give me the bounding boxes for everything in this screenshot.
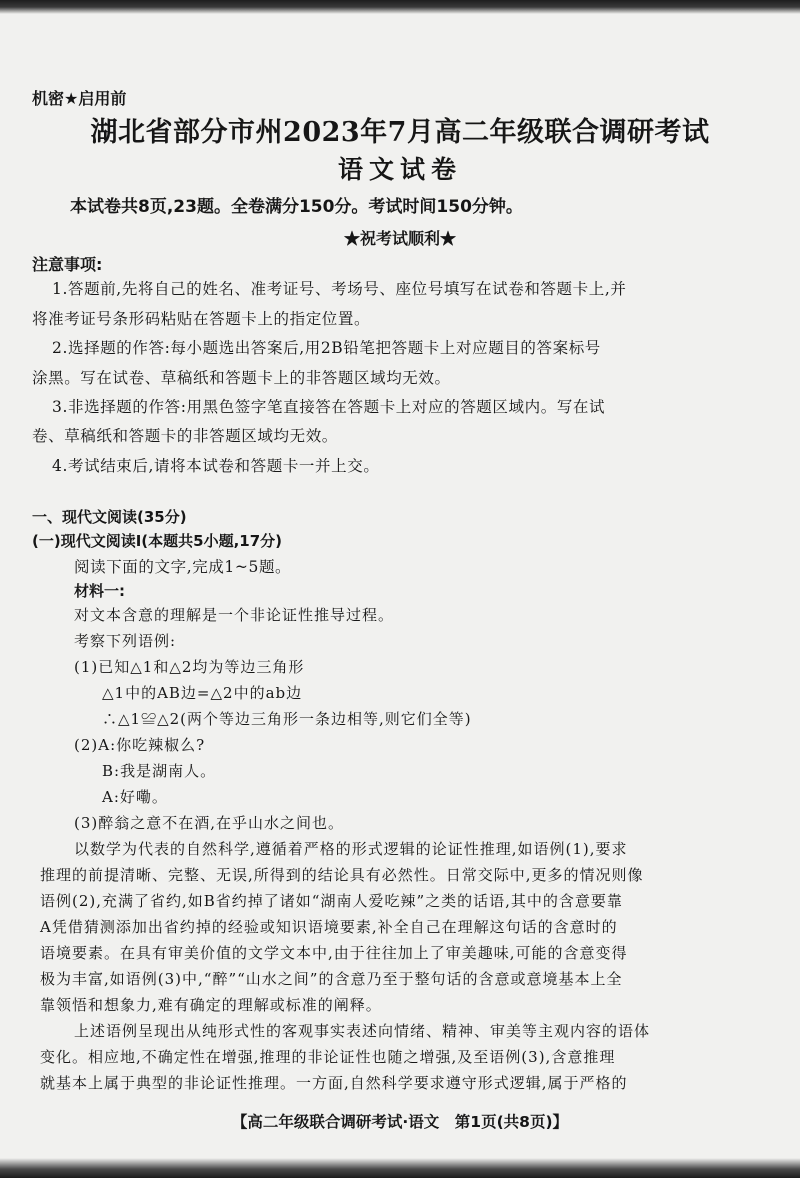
material-line: (1)已知△1和△2均为等边三角形 — [74, 658, 305, 676]
secret-mark: 机密★启用前 — [32, 89, 127, 108]
material-line: 考察下列语例: — [74, 632, 177, 650]
material-line: ∴△1≌△2(两个等边三角形一条边相等,则它们全等) — [102, 710, 472, 728]
exam-info: 本试卷共8页,23题。全卷满分150分。考试时间150分钟。 — [70, 197, 523, 217]
material-line: 极为丰富,如语例(3)中,“醉”“山水之间”的含意乃至于整句话的含意或意境基本上全 — [40, 970, 623, 988]
exam-title: 湖北省部分市州2023年7月高二年级联合调研考试 — [90, 117, 710, 148]
material-line: 语境要素。在具有审美价值的文学文本中,由于往往加上了审美趣味,可能的含意变得 — [40, 944, 628, 962]
material-line: 靠领悟和想象力,难有确定的理解或标准的阐释。 — [40, 996, 382, 1014]
page-footer: 【高二年级联合调研考试·语文 第1页(共8页)】 — [231, 1113, 569, 1131]
part-heading: 一、现代文阅读(35分) — [32, 508, 187, 526]
material-line: B:我是湖南人。 — [102, 762, 217, 780]
material-line: A:好嘞。 — [102, 788, 168, 806]
notice-line: 将准考证号条形码粘贴在答题卡上的指定位置。 — [32, 310, 371, 328]
exam-wish: ★祝考试顺利★ — [343, 229, 456, 248]
material-label: 材料一: — [74, 582, 125, 600]
notice-heading: 注意事项: — [32, 255, 103, 274]
notice-line: 卷、草稿纸和答题卡的非答题区域均无效。 — [32, 427, 338, 445]
material-line: 推理的前提清晰、完整、无误,所得到的结论具有必然性。日常交际中,更多的情况则像 — [40, 866, 644, 884]
notice-line: 2.选择题的作答:每小题选出答案后,用2B铅笔把答题卡上对应题目的答案标号 — [52, 339, 601, 357]
material-line: 上述语例呈现出从纯形式性的客观事实表述向情绪、精神、审美等主观内容的语体 — [74, 1022, 651, 1040]
material-line: 语例(2),充满了省约,如B省约掉了诸如“湖南人爱吃辣”之类的话语,其中的含意要靠 — [40, 892, 623, 910]
material-line: (2)A:你吃辣椒么? — [74, 736, 206, 754]
notice-line: 4.考试结束后,请将本试卷和答题卡一并上交。 — [52, 457, 380, 475]
sub-heading: (一)现代文阅读Ⅰ(本题共5小题,17分) — [32, 532, 283, 550]
notice-line: 3.非选择题的作答:用黑色签字笔直接答在答题卡上对应的答题区域内。写在试 — [52, 398, 606, 416]
instruction: 阅读下面的文字,完成1~5题。 — [74, 558, 292, 576]
scan-bottom-edge — [0, 1158, 800, 1178]
material-line: 以数学为代表的自然科学,遵循着严格的形式逻辑的论证性推理,如语例(1),要求 — [74, 840, 628, 858]
notice-line: 涂黑。写在试卷、草稿纸和答题卡上的非答题区域均无效。 — [32, 369, 451, 387]
subject-title: 语文试卷 — [337, 155, 462, 184]
notice-line: 1.答题前,先将自己的姓名、准考证号、考场号、座位号填写在试卷和答题卡上,并 — [52, 280, 627, 298]
material-line: A凭借猜测添加出省约掉的经验或知识语境要素,补全自己在理解这句话的含意时的 — [40, 918, 618, 936]
material-line: △1中的AB边=△2中的ab边 — [102, 684, 303, 702]
material-line: 变化。相应地,不确定性在增强,推理的非论证性也随之增强,及至语例(3),含意推理 — [40, 1048, 616, 1066]
material-line: 对文本含意的理解是一个非论证性推导过程。 — [74, 606, 395, 624]
material-line: 就基本上属于典型的非论证性推理。一方面,自然科学要求遵守形式逻辑,属于严格的 — [40, 1074, 628, 1092]
material-line: (3)醉翁之意不在酒,在乎山水之间也。 — [74, 814, 345, 832]
